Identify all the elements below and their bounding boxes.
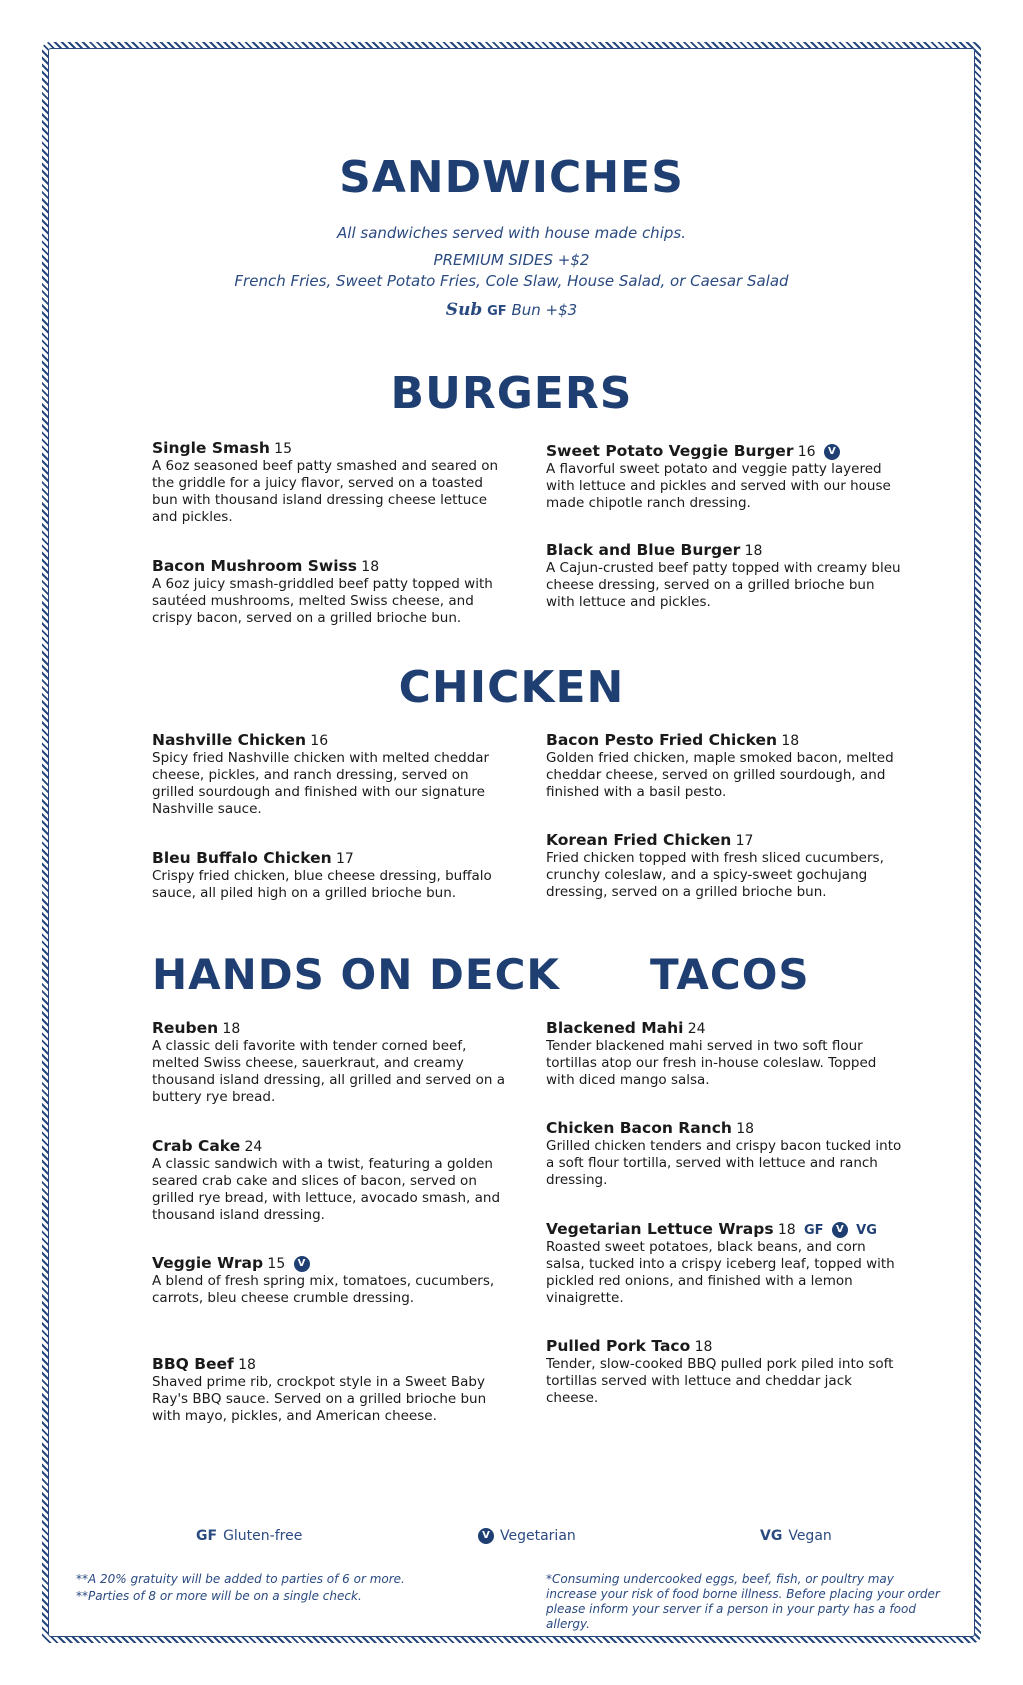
- menu-item: [152, 1020, 512, 1106]
- menu-item: [152, 1255, 512, 1307]
- menu-item: [152, 732, 512, 818]
- item-name: Black and Blue Burger: [546, 541, 741, 559]
- item-price: 17: [335, 851, 354, 867]
- item-description: A 6oz juicy smash-griddled beef patty topped with sautéed mushrooms, melted Swiss cheese, and crispy bacon, served on a grilled brioche bun.: [152, 576, 493, 626]
- legend-label: Gluten-free: [223, 1528, 303, 1544]
- item-price: 18: [222, 1021, 241, 1037]
- item-description: Roasted sweet potatoes, black beans, and corn salsa, tucked into a crispy iceberg leaf, topped with pickled red onions, and finished with a lemon vinaigrette.: [546, 1239, 895, 1306]
- item-name: Veggie Wrap: [152, 1254, 264, 1272]
- item-price: 18: [361, 559, 380, 575]
- legend-vegetarian: [478, 1528, 576, 1544]
- item-name: Sweet Potato Veggie Burger: [546, 442, 794, 460]
- item-price: 18: [238, 1357, 256, 1373]
- item-description: A classic sandwich with a twist, featuring a golden seared crab cake and slices of bacon, served on grilled rye bread, with lettuce, avocado smash, and thousand island dressing.: [152, 1156, 501, 1223]
- item-name: Pulled Pork Taco: [546, 1337, 691, 1355]
- chicken-heading: CHICKEN: [398, 662, 625, 713]
- item-description: Fried chicken topped with fresh sliced cucumbers, crunchy coleslaw, and a spicy-sweet gochujang dressing, served on a grilled brioche bun.: [546, 850, 884, 900]
- item-name: Bleu Buffalo Chicken: [152, 849, 332, 867]
- legend-gluten-free: [196, 1528, 302, 1544]
- menu-item: [546, 1338, 906, 1407]
- item-description: Golden fried chicken, maple smoked bacon, melted cheddar cheese, served on grilled sourdough, and finished with a basil pesto.: [546, 750, 894, 800]
- item-name: Vegetarian Lettuce Wraps: [546, 1220, 774, 1238]
- item-name: Reuben: [152, 1019, 219, 1037]
- item-price: 18: [744, 543, 763, 559]
- item-description: Tender, slow-cooked BBQ pulled pork piled into soft tortillas served with lettuce and cheddar jack cheese.: [546, 1356, 894, 1406]
- legend-label: Vegetarian: [500, 1528, 576, 1544]
- menu-item: [546, 1221, 906, 1307]
- item-name: Crab Cake: [152, 1137, 241, 1155]
- item-description: Shaved prime rib, crockpot style in a Sweet Baby Ray's BBQ sauce. Served on a grilled brioche bun with mayo, pickles, and American cheese.: [152, 1374, 487, 1424]
- hands-on-deck-heading: HANDS ON DECK: [152, 950, 560, 999]
- menu-item: [152, 440, 512, 526]
- item-name: BBQ Beef: [152, 1355, 234, 1373]
- menu-item: [546, 732, 906, 801]
- item-name: Single Smash: [152, 439, 270, 457]
- menu-item: [152, 1138, 512, 1224]
- vegetarian-icon: V: [294, 1256, 310, 1272]
- sub-gf-bun: [0, 300, 1023, 320]
- vegetarian-icon: V: [824, 444, 840, 460]
- burgers-heading: BURGERS: [390, 368, 633, 419]
- vegetarian-icon: V: [832, 1222, 848, 1238]
- item-price: 16: [797, 444, 816, 460]
- item-price: 15: [274, 441, 292, 457]
- item-description: A flavorful sweet potato and veggie patty layered with lettuce and pickles and served with our house made chipotle ranch dressing.: [546, 461, 891, 511]
- item-description: A blend of fresh spring mix, tomatoes, cucumbers, carrots, bleu cheese crumble dressing.: [152, 1273, 495, 1306]
- menu-item: [546, 1120, 906, 1189]
- single-check-note: **Parties of 8 or more will be on a single check.: [76, 1589, 362, 1603]
- item-description: Spicy fried Nashville chicken with melted cheddar cheese, pickles, and ranch dressing, served on grilled sourdough and finished with our signature Nashville sauce.: [152, 750, 490, 817]
- item-price: 18: [694, 1339, 713, 1355]
- sandwiches-heading: SANDWICHES: [339, 152, 684, 203]
- menu-item: [152, 1356, 512, 1425]
- item-price: 18: [736, 1121, 755, 1137]
- vg-code: VG: [760, 1528, 783, 1544]
- vegetarian-icon: V: [478, 1528, 494, 1544]
- item-price: 16: [310, 733, 329, 749]
- menu-item: [546, 542, 906, 611]
- item-price: 18: [777, 1222, 796, 1238]
- gf-code: GF: [196, 1528, 218, 1544]
- item-name: Nashville Chicken: [152, 731, 306, 749]
- item-price: 18: [781, 733, 800, 749]
- sandwiches-note: All sandwiches served with house made chips.: [337, 224, 686, 242]
- gratuity-note: **A 20% gratuity will be added to parties of 6 or more.: [76, 1572, 405, 1586]
- menu-item: [546, 443, 906, 512]
- sub-word: Sub: [445, 300, 483, 320]
- item-description: Grilled chicken tenders and crispy bacon tucked into a soft flour tortilla, served with lettuce and ranch dressing.: [546, 1138, 902, 1188]
- premium-sides-label: PREMIUM SIDES +$2: [433, 251, 590, 269]
- item-price: 24: [687, 1021, 706, 1037]
- menu-item: [546, 1020, 906, 1089]
- item-price: 24: [244, 1139, 263, 1155]
- item-name: Blackened Mahi: [546, 1019, 684, 1037]
- item-description: Crispy fried chicken, blue cheese dressing, buffalo sauce, all piled high on a grilled brioche bun.: [152, 868, 492, 901]
- item-name: Bacon Mushroom Swiss: [152, 557, 357, 575]
- menu-item: [546, 832, 906, 901]
- item-name: Chicken Bacon Ranch: [546, 1119, 732, 1137]
- item-description: A 6oz seasoned beef patty smashed and seared on the griddle for a juicy flavor, served on a toasted bun with thousand island dressing cheese lettuce and pickles.: [152, 458, 499, 525]
- item-price: 15: [267, 1256, 286, 1272]
- menu-item: [152, 558, 512, 627]
- item-description: A Cajun-crusted beef patty topped with creamy bleu cheese dressing, served on a grilled brioche bun with lettuce and pickles.: [546, 560, 901, 610]
- item-description: A classic deli favorite with tender corned beef, melted Swiss cheese, sauerkraut, and creamy thousand island dressing, all grilled and served on a buttery rye bread.: [152, 1038, 505, 1105]
- vegan-badge: VG: [856, 1223, 877, 1238]
- menu-item: [152, 850, 512, 902]
- item-name: Bacon Pesto Fried Chicken: [546, 731, 778, 749]
- legend-vegan: [760, 1528, 832, 1544]
- sub-rest: Bun +$3: [511, 301, 578, 319]
- item-price: 17: [735, 833, 754, 849]
- item-description: Tender blackened mahi served in two soft flour tortillas atop our fresh in-house coleslaw. Topped with diced mango salsa.: [546, 1038, 877, 1088]
- tacos-heading: TACOS: [650, 950, 810, 999]
- legend-label: Vegan: [788, 1528, 832, 1544]
- allergy-note: *Consuming undercooked eggs, beef, fish, or poultry may increase your risk of food borne illness. Before placing your order please inform your server if a person in your party has a food allergy.: [546, 1572, 940, 1631]
- gf-code: GF: [487, 304, 507, 319]
- premium-sides-list: French Fries, Sweet Potato Fries, Cole Slaw, House Salad, or Caesar Salad: [234, 272, 789, 290]
- item-name: Korean Fried Chicken: [546, 831, 732, 849]
- gluten-free-badge: GF: [804, 1223, 824, 1238]
